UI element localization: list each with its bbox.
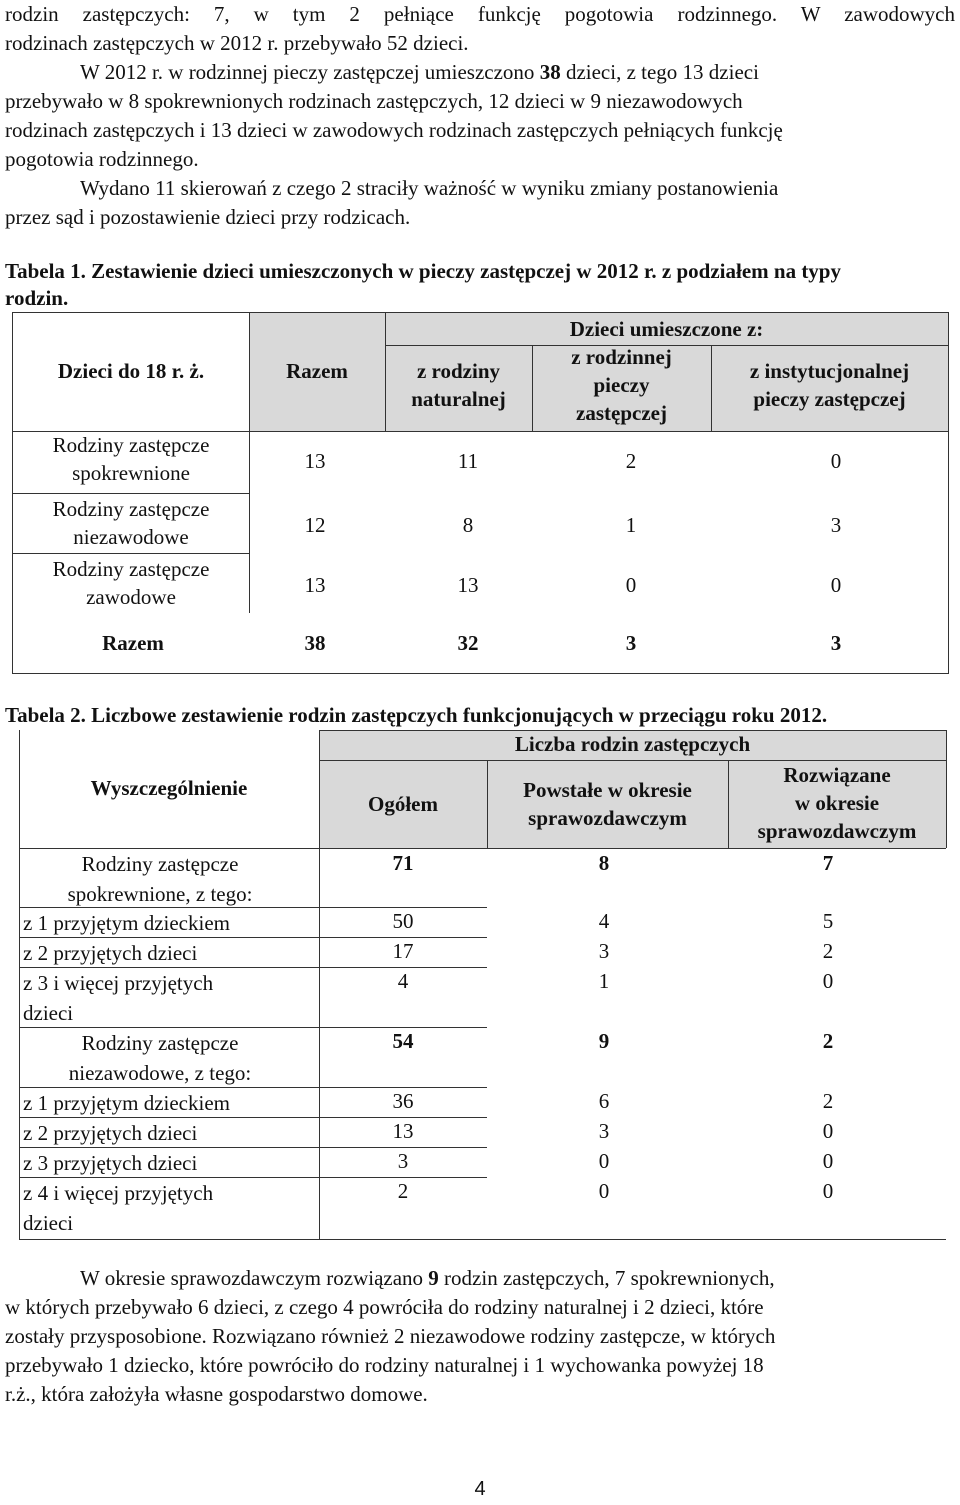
- header-line: sprawozdawczym: [528, 806, 687, 830]
- table1-cell: 13: [457, 573, 479, 597]
- table2-cell: 3: [598, 1119, 610, 1143]
- closing-line: przebywało 1 dziecko, które powróciło do rodziny naturalnej i 1 wychowanka powyżej 18: [5, 1353, 764, 1377]
- table1-cell: 0: [830, 573, 842, 597]
- intro-paragraph-3: [5, 174, 955, 232]
- table1-cell: 13: [304, 573, 326, 597]
- table1-header-institutional: [711, 357, 948, 413]
- header-line: Powstałe w okresie: [523, 778, 692, 802]
- table2-row-label: [23, 968, 213, 1028]
- table2-row-label: z 1 przyjętym dzieckiem: [23, 1091, 230, 1115]
- table2-cell: 4: [598, 909, 610, 933]
- table2-cell: 54: [392, 1029, 414, 1053]
- table2-cell: 3: [397, 1149, 409, 1173]
- table2-cell: 5: [822, 909, 834, 933]
- intro-line: rodzin zastępczych: 7, w tym 2 pełniące funkcję pogotowia rodzinnego. W zawodowych: [5, 2, 955, 26]
- intro-line: rodzinach zastępczych i 13 dzieci w zawodowych rodzinach zastępczych pełniących funkcję: [5, 118, 783, 142]
- header-line: zastępczej: [576, 401, 667, 425]
- table2-header-new: [487, 776, 728, 832]
- row-label-line: spokrewnione, z tego:: [67, 882, 253, 906]
- table2-header-total: Ogółem: [368, 792, 438, 816]
- closing-line: w których przebywało 6 dzieci, z czego 4 powróciła do rodziny naturalnej i 2 dzieci, które: [5, 1295, 764, 1319]
- table2-cell: 4: [397, 969, 409, 993]
- table1-row-label: [13, 431, 249, 487]
- closing-line: zostały przysposobione. Rozwiązano również 2 niezawodowe rodziny zastępcze, w których: [5, 1324, 776, 1348]
- table2-cell: 0: [822, 1149, 834, 1173]
- table1-header-children: Dzieci do 18 r. ż.: [57, 359, 205, 383]
- header-line: w okresie: [794, 791, 880, 815]
- header-line: Rozwiązane: [783, 763, 891, 787]
- table1-sum-cell: 32: [457, 631, 479, 655]
- text-run: W 2012 r. w rodzinnej pieczy zastępczej umieszczono: [80, 60, 540, 84]
- header-line: pieczy zastępczej: [753, 387, 906, 411]
- header-line: naturalnej: [411, 387, 506, 411]
- header-line: sprawozdawczym: [757, 819, 917, 843]
- table2-cell: 6: [598, 1089, 610, 1113]
- text-run: W okresie sprawozdawczym rozwiązano: [80, 1266, 429, 1290]
- table2-cell: 36: [392, 1089, 414, 1113]
- table2-caption: Tabela 2. Liczbowe zestawienie rodzin zastępczych funkcjonujących w przeciągu roku 2012.: [5, 703, 828, 727]
- closing-paragraph: [5, 1264, 955, 1409]
- table2-row-label: z 2 przyjętych dzieci: [23, 941, 198, 965]
- table1-cell: 0: [625, 573, 637, 597]
- table2-cell: 0: [822, 969, 834, 993]
- page-number: 4: [474, 1478, 486, 1500]
- closing-line: r.ż., która założyła własne gospodarstwo domowe.: [5, 1382, 428, 1406]
- intro-paragraph-2: [5, 58, 955, 174]
- row-label-line: Rodziny zastępcze: [52, 557, 210, 581]
- table2-cell: 0: [822, 1119, 834, 1143]
- table2-row-label: [23, 1178, 213, 1238]
- intro-paragraph-1: [5, 0, 955, 58]
- table1-header-total: Razem: [286, 359, 348, 383]
- table1-row-label: [13, 555, 249, 611]
- caption-line: Tabela 1. Zestawienie dzieci umieszczonych w pieczy zastępczej w 2012 r. z podziałem na typy: [5, 259, 841, 283]
- table2-cell: 9: [598, 1029, 610, 1053]
- table2-cell: 17: [392, 939, 414, 963]
- text-run: rodzin zastępczych, 7 spokrewnionych,: [438, 1266, 775, 1290]
- header-line: z rodzinnej: [571, 345, 672, 369]
- table2-header-spec: Wyszczególnienie: [90, 776, 248, 800]
- row-label-line: Rodziny zastępcze: [52, 497, 210, 521]
- table2-cell: 2: [822, 939, 834, 963]
- table2-cell: 2: [822, 1089, 834, 1113]
- table1-sum-cell: 38: [304, 631, 326, 655]
- row-label-line: dzieci: [23, 1211, 74, 1235]
- table2-cell: 3: [598, 939, 610, 963]
- intro-line: [5, 58, 955, 87]
- intro-line: przez sąd i pozostawienie dzieci przy rodzicach.: [5, 205, 411, 229]
- row-label-line: spokrewnione: [72, 461, 190, 485]
- intro-line: przebywało w 8 spokrewnionych rodzinach zastępczych, 12 dzieci w 9 niezawodowych: [5, 89, 743, 113]
- table1-caption: [5, 258, 950, 312]
- table1-cell: 11: [457, 449, 479, 473]
- table2-cell: 2: [822, 1029, 834, 1053]
- row-label-line: niezawodowe: [73, 525, 189, 549]
- bold-number: 38: [539, 60, 561, 84]
- row-label-line: niezawodowe, z tego:: [68, 1061, 252, 1085]
- table2-header-dissolved: [728, 761, 946, 845]
- caption-line: rodzin.: [5, 286, 69, 310]
- bold-number: 9: [428, 1266, 439, 1290]
- table2-cell: 50: [392, 909, 414, 933]
- table2-row-label: [19, 849, 301, 909]
- table2-cell: 0: [822, 1179, 834, 1203]
- header-line: z instytucjonalnej: [749, 359, 910, 383]
- header-line: pieczy: [593, 373, 650, 397]
- intro-line: rodzinach zastępczych w 2012 r. przebywało 52 dzieci.: [5, 31, 469, 55]
- table2-row-label: z 2 przyjętych dzieci: [23, 1121, 198, 1145]
- table2-cell: 2: [397, 1179, 409, 1203]
- table2-cell: 7: [822, 851, 834, 875]
- row-label-line: Rodziny zastępcze: [81, 852, 239, 876]
- header-line: z rodziny: [416, 359, 501, 383]
- table1-group-header: Dzieci umieszczone z:: [569, 317, 764, 341]
- text-run: dzieci, z tego 13 dzieci: [560, 60, 759, 84]
- row-label-line: z 4 i więcej przyjętych: [23, 1181, 214, 1205]
- row-label-line: dzieci: [23, 1001, 74, 1025]
- table2-cell: 0: [598, 1179, 610, 1203]
- table1-header-natural: [385, 357, 532, 413]
- table1: [12, 312, 949, 674]
- row-label-line: zawodowe: [86, 585, 176, 609]
- table2-cell: 71: [392, 851, 414, 875]
- table2-row-label: z 3 przyjętych dzieci: [23, 1151, 198, 1175]
- table2-row-label: z 1 przyjętym dzieckiem: [23, 911, 230, 935]
- table1-cell: 1: [625, 513, 637, 537]
- table2-group-header: Liczba rodzin zastępczych: [514, 732, 751, 756]
- row-label-line: z 3 i więcej przyjętych: [23, 971, 214, 995]
- table1-cell: 2: [625, 449, 637, 473]
- table1-sum-cell: 3: [625, 631, 637, 655]
- table1-cell: 0: [830, 449, 842, 473]
- closing-line: [5, 1264, 955, 1293]
- table1-sum-label: Razem: [102, 631, 164, 655]
- table1-cell: 3: [830, 513, 842, 537]
- table2-cell: 1: [598, 969, 610, 993]
- intro-line: Wydano 11 skierowań z czego 2 straciły ważność w wyniku zmiany postanowienia: [80, 176, 779, 200]
- table1-header-foster: [532, 343, 711, 427]
- row-label-line: Rodziny zastępcze: [81, 1031, 239, 1055]
- table1-cell: 12: [304, 513, 326, 537]
- table1-cell: 13: [304, 449, 326, 473]
- table2-cell: 13: [392, 1119, 414, 1143]
- row-label-line: Rodziny zastępcze: [52, 433, 210, 457]
- table1-sum-cell: 3: [830, 631, 842, 655]
- table2-cell: 0: [598, 1149, 610, 1173]
- table2-row-label: [19, 1028, 301, 1088]
- intro-line: pogotowia rodzinnego.: [5, 147, 199, 171]
- table1-cell: 8: [462, 513, 474, 537]
- table1-row-label: [13, 495, 249, 551]
- table2: [19, 730, 946, 1240]
- table2-cell: 8: [598, 851, 610, 875]
